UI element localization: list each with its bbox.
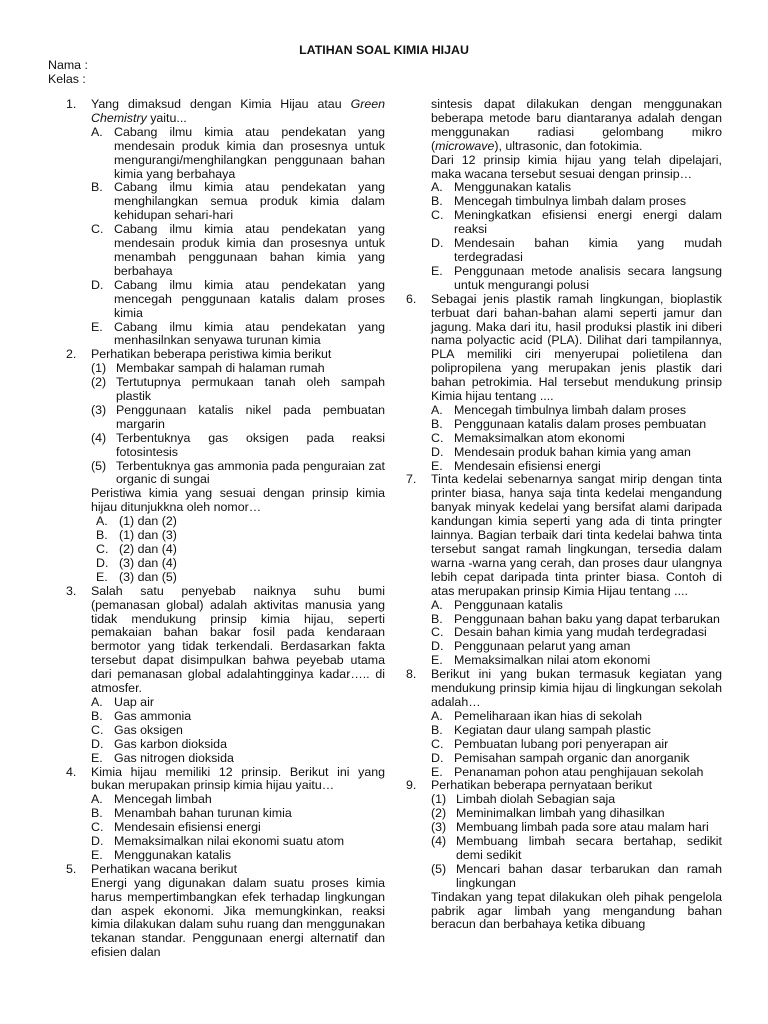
question-stem: Yang dimaksud dengan Kimia Hijau atau Green Chemistry yaitu... [91, 97, 385, 125]
answer-option [431, 446, 722, 460]
question-8 [406, 668, 722, 779]
answer-option [91, 696, 385, 710]
answer-option [91, 710, 385, 724]
question-number: 3. [66, 583, 77, 598]
answer-option [91, 793, 385, 807]
answer-option [91, 126, 385, 182]
question-prompt: Dari 12 prinsip kimia hijau yang telah dipelajari, maka wacana tersebut sesuai dengan prinsip… [431, 152, 722, 181]
option-text: Pemeliharaan ikan hias di sekolah [454, 708, 643, 723]
option-text: Cabang ilmu kimia atau pendekatan yang menhasilnkan senyawa turunan kimia [114, 319, 385, 348]
option-text: Penggunaan katalis [454, 597, 563, 612]
option-letter: D. [96, 555, 109, 570]
option-letter: A. [91, 124, 103, 139]
option-letter: D. [431, 639, 444, 654]
question-stem: Kimia hijau memiliki 12 prinsip. Berikut ini yang bukan merupakan prinsip kimia hijau yaitu… [91, 764, 385, 793]
answer-option [431, 738, 722, 752]
statement-text: Terbentuknya gas oksigen pada reaksi fotosintesis [116, 430, 385, 459]
option-text: Cabang ilmu kimia atau pendekatan yang mendesain produk kimia dan prosesnya untuk mengurangi/menghilangkan penggunaan bahan kimia yang berbahaya [114, 124, 385, 181]
question-stem: Salah satu penyebab naiknya suhu bumi (pemanasan global) adalah aktivitas manusia yang tidak mendukung prinsip kimia hijau, seperti pemakaian bahan bakar fosil pada kendaraan bermotor yang tidak terkendali. Berdasarkan fakta tersebut dapat disimpulkan bahwa peyebab utama dari pemanasan global adalahtingginya kadar….. di atmosfer. [91, 583, 385, 696]
answer-option [91, 181, 385, 223]
statement-number: (3) [91, 402, 107, 417]
option-letter: E. [91, 847, 103, 862]
question-7 [406, 473, 722, 668]
answer-option [91, 223, 385, 279]
answer-option [431, 710, 722, 724]
option-letter: A. [431, 597, 443, 612]
answer-options [91, 793, 385, 863]
answer-option [91, 821, 385, 835]
answer-options [431, 404, 722, 474]
statement-number: (2) [91, 375, 107, 390]
option-text: Mendesain efisiensi energi [454, 458, 601, 473]
option-letter: B. [431, 416, 443, 431]
answer-option [431, 613, 722, 627]
statement-item [91, 460, 385, 488]
option-letter: B. [91, 180, 103, 195]
statement-number: (3) [431, 820, 447, 835]
option-text: Gas ammonia [114, 708, 192, 723]
option-text: Memaksimalkan nilai atom ekonomi [454, 653, 651, 668]
option-letter: D. [91, 736, 104, 751]
option-text: Penggunaan pelarut yang aman [454, 639, 631, 654]
option-text: Pemisahan sampah organic dan anorganik [454, 750, 690, 765]
statement-text: Terbentuknya gas ammonia pada penguraian zat organic di sungai [116, 458, 385, 487]
answer-option [91, 752, 385, 766]
option-text: Memaksimalkan nilai ekonomi suatu atom [114, 834, 345, 849]
statement-number: (2) [431, 806, 447, 821]
question-number: 6. [406, 291, 417, 306]
option-text: Desain bahan kimia yang mudah terdegradasi [454, 625, 707, 640]
option-text: Cabang ilmu kimia atau pendekatan yang menghilangkan semua produk kimia dalam kehidupan sehari-hari [114, 180, 385, 223]
statement-item [91, 432, 385, 460]
option-text: Mencegah timbulnya limbah dalam proses [454, 402, 687, 417]
statement-text: Membuang limbah secara bertahap, sedikit demi sedikit [456, 834, 722, 862]
option-letter: C. [96, 542, 109, 556]
option-letter: B. [431, 194, 443, 209]
answer-option [431, 460, 722, 474]
statement-number: (5) [91, 458, 107, 473]
option-text: Cabang ilmu kimia atau pendekatan yang mendesain produk kimia dan prosesnya untuk menambah penggunaan bahan kimia yang berbahaya [114, 222, 385, 278]
statement-text: Meminimalkan limbah yang dihasilkan [456, 806, 665, 821]
statement-list [91, 362, 385, 487]
statement-number: (1) [91, 361, 107, 376]
option-text: Gas karbon dioksida [114, 736, 227, 751]
option-letter: A. [431, 180, 443, 195]
option-text: Mencegah limbah [114, 792, 212, 807]
option-letter: E. [96, 569, 108, 584]
answer-option [91, 557, 385, 571]
right-column [406, 98, 722, 932]
option-letter: C. [431, 430, 444, 445]
option-text: Mencegah timbulnya limbah dalam proses [454, 194, 687, 209]
answer-option [91, 515, 385, 529]
option-letter: E. [431, 458, 443, 473]
option-letter: D. [431, 444, 444, 459]
statement-item [431, 793, 722, 807]
answer-option [431, 418, 722, 432]
option-text: Penggunaan bahan baku yang dapat terbarukan [454, 611, 720, 626]
option-letter: D. [431, 750, 444, 765]
option-letter: A. [431, 708, 443, 723]
question-stem: Perhatikan beberapa pernyataan berikut [431, 778, 653, 793]
nama-label: Nama : [48, 58, 88, 72]
statement-text: Mencari bahan dasar terbarukan dan ramah lingkungan [456, 861, 722, 890]
option-text: Gas oksigen [114, 722, 183, 737]
statement-item [91, 376, 385, 404]
option-letter: D. [91, 834, 104, 849]
statement-item [431, 863, 722, 891]
question-prompt: Tindakan yang tepat dilakukan oleh pihak pengelola pabrik agar limbah yang mengandung bahan beracun dan berbahaya ketika dibuang [431, 889, 722, 932]
question-2 [66, 348, 385, 584]
option-letter: B. [431, 722, 443, 737]
answer-option [431, 195, 722, 209]
answer-option [431, 654, 722, 668]
option-letter: A. [96, 514, 108, 529]
option-text: Penanaman pohon atau penghijauan sekolah [454, 764, 704, 779]
option-letter: B. [91, 806, 103, 821]
statement-text: Penggunaan katalis nikel pada pembuatan margarin [116, 402, 385, 431]
worksheet-title: LATIHAN SOAL KIMIA HIJAU [299, 43, 469, 57]
option-text: (1) dan (2) [119, 514, 177, 529]
option-text: Meningkatkan efisiensi energi energi dalam reaksi [454, 208, 722, 237]
option-text: Penggunaan katalis dalam proses pembuatan [454, 416, 707, 431]
statement-list [431, 793, 722, 890]
option-letter: E. [431, 653, 443, 668]
option-letter: E. [91, 750, 103, 765]
option-letter: A. [91, 694, 103, 709]
option-text: Uap air [114, 694, 154, 709]
option-letter: B. [431, 611, 443, 626]
option-letter: A. [431, 402, 443, 417]
option-text: (1) dan (3) [119, 528, 177, 543]
statement-number: (4) [91, 430, 107, 445]
student-identity [48, 58, 88, 86]
question-number: 1. [66, 97, 77, 111]
statement-item [91, 362, 385, 376]
option-letter: C. [431, 625, 444, 640]
option-letter: C. [431, 736, 444, 751]
answer-options [431, 599, 722, 669]
statement-number: (1) [431, 792, 447, 807]
answer-option [431, 432, 722, 446]
option-text: Menambah bahan turunan kimia [114, 806, 292, 821]
option-text: Mendesain produk bahan kimia yang aman [454, 444, 691, 459]
question-number: 5. [66, 861, 77, 876]
option-letter: B. [96, 528, 108, 543]
statement-text: Limbah diolah Sebagian saja [456, 792, 616, 807]
question-stem: Perhatikan beberapa peristiwa kimia berikut [91, 347, 332, 362]
option-letter: B. [91, 708, 103, 723]
option-text: Penggunaan metode analisis secara langsung untuk mengurangi polusi [454, 263, 722, 292]
answer-option [91, 849, 385, 863]
option-letter: C. [91, 222, 104, 237]
answer-options [431, 710, 722, 780]
option-text: (3) dan (5) [119, 569, 177, 584]
answer-option [431, 265, 722, 293]
option-text: Mendesain efisiensi energi [114, 820, 261, 835]
answer-option [91, 529, 385, 543]
statement-item [91, 404, 385, 432]
question-stem: Perhatikan wacana berikut [91, 861, 238, 876]
question-number: 9. [406, 778, 417, 793]
answer-options [91, 126, 385, 349]
left-column [66, 98, 385, 960]
option-text: Mendesain bahan kimia yang mudah terdegradasi [454, 236, 722, 264]
statement-item [431, 807, 722, 821]
question-1 [66, 98, 385, 348]
statement-number: (4) [431, 834, 447, 849]
option-text: Kegiatan daur ulang sampah plastic [454, 722, 652, 737]
answer-options [431, 181, 722, 292]
option-text: Pembuatan lubang pori penyerapan air [454, 736, 669, 751]
answer-option [431, 599, 722, 613]
option-letter: C. [431, 208, 444, 223]
answer-option [431, 626, 722, 640]
question-6 [406, 293, 722, 474]
question-number: 7. [406, 472, 417, 487]
answer-option [91, 543, 385, 557]
option-letter: D. [91, 277, 104, 292]
passage-text: Energi yang digunakan dalam suatu proses kimia harus mempertimbangkan efek terhadap lingkungan dan aspek ekonomi. Jika memungkinkan, reaksi kimia dilakukan dalam suhu ruang dan menggunakan tekanan standar. Penggunaan energi alternatif dan efisien dalan [91, 875, 385, 960]
question-4 [66, 766, 385, 863]
question-5 [66, 863, 385, 960]
option-text: (3) dan (4) [119, 555, 177, 570]
option-letter: C. [91, 820, 104, 835]
question-9 [406, 779, 722, 932]
question-stem: Berikut ini yang bukan termasuk kegiatan yang mendukung prinsip kimia hijau di lingkungan sekolah adalah… [431, 667, 722, 709]
statement-text: Membuang limbah pada sore atau malam hari [456, 820, 709, 835]
answer-option [91, 835, 385, 849]
option-text: Cabang ilmu kimia atau pendekatan yang mencegah penggunaan katalis dalam proses kimia [114, 277, 385, 320]
option-letter: D. [431, 236, 444, 251]
answer-option [91, 738, 385, 752]
option-letter: C. [91, 722, 104, 737]
statement-number: (5) [431, 861, 447, 876]
answer-option [91, 807, 385, 821]
statement-item [431, 835, 722, 863]
question-3 [66, 585, 385, 766]
question-number: 4. [66, 764, 77, 779]
answer-option [431, 766, 722, 780]
option-letter: E. [431, 263, 443, 278]
kelas-label: Kelas : [48, 72, 86, 86]
answer-option [431, 404, 722, 418]
option-text: Menggunakan katalis [454, 180, 572, 195]
question-stem: Sebagai jenis plastik ramah lingkungan, bioplastik terbuat dari bahan-bahan alami seperti jamur dan jagung. Maka dari itu, hasil produksi plastik ini diberi nama polyactic acid (PLA). Dilihat dari tampilannya, PLA memiliki ciri menyerupai polietilena dan polipropilena yang merupakan jenis plastik dari bahan petrokimia. Hal tersebut mendukung prinsip Kimia hijau tentang .... [431, 291, 722, 404]
option-text: Menggunakan katalis [114, 847, 232, 862]
answer-option [91, 279, 385, 321]
answer-options [91, 515, 385, 585]
option-letter: A. [91, 792, 103, 807]
question-stem: Tinta kedelai sebenarnya sangat mirip dengan tinta printer biasa, hanya saja tinta kedelai mengandung banyak minyak kedelai yang bersifat alami daripada kandungan kimia seperti yang ada di tinta pringter lainnya. Bagian terbaik dari tinta kedelai bahwa tinta tersebut sangat ramah lingkungan, tersedia dalam warna -warna yang cerah, dan proses daur ulangnya lebih cepat daripada tinta printer biasa. Contoh di atas merupakan prinsip Kimia Hijau tentang .... [431, 472, 722, 598]
statement-text: Tertutupnya permukaan tanah oleh sampah plastik [116, 375, 385, 404]
answer-option [91, 321, 385, 349]
statement-item [431, 821, 722, 835]
question-number: 2. [66, 347, 77, 362]
question-prompt: Peristiwa kimia yang sesuai dengan prinsip kimia hijau ditunjukkna oleh nomor… [91, 486, 385, 515]
question-5-continued [406, 98, 722, 293]
answer-option [431, 724, 722, 738]
answer-option [431, 752, 722, 766]
answer-option [91, 571, 385, 585]
statement-text: Membakar sampah di halaman rumah [116, 361, 325, 376]
answer-option [91, 724, 385, 738]
option-text: Memaksimalkan atom ekonomi [454, 430, 625, 445]
answer-option [431, 209, 722, 237]
answer-option [431, 640, 722, 654]
answer-option [431, 237, 722, 265]
option-text: Gas nitrogen dioksida [114, 750, 234, 765]
passage-text-continued: sintesis dapat dilakukan dengan menggunakan beberapa metode baru diantaranya adalah dengan menggunakan radiasi gelombang mikro (microwave), ultrasonic, dan fotokimia. [431, 97, 722, 153]
answer-options [91, 696, 385, 766]
option-letter: E. [91, 319, 103, 334]
option-text: (2) dan (4) [119, 542, 177, 556]
option-letter: E. [431, 764, 443, 779]
question-number: 8. [406, 667, 417, 682]
answer-option [431, 181, 722, 195]
